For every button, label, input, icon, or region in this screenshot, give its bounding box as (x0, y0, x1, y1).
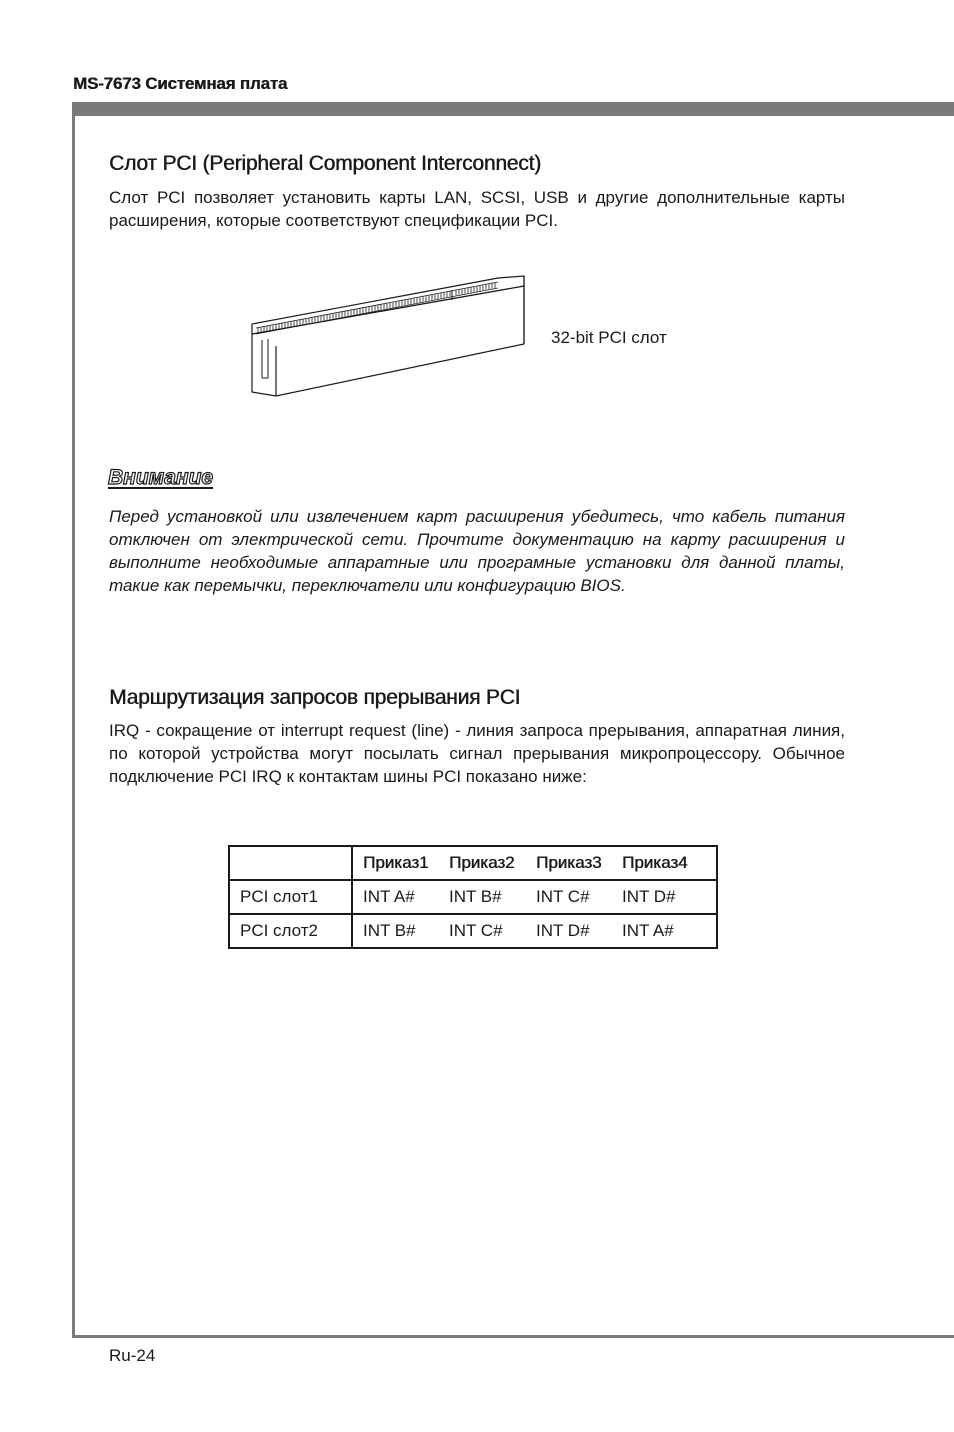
page-number: Ru-24 (109, 1346, 156, 1365)
left-margin-rule (72, 102, 75, 1337)
table-cell: INT B# (363, 921, 416, 940)
header-bar (73, 102, 954, 116)
pci-slot-illustration (240, 264, 530, 404)
table-header-cell: Приказ2 (439, 846, 526, 880)
note-title: Внимание (108, 466, 214, 489)
table-cell: INT A# (622, 921, 674, 940)
note-text: Перед установкой или извлечением карт расширения убедитесь, что кабель питания отключен от электрической сети. Прочтите документацию на карту расширения и выполните необходимые аппаратные или програмные установки для данной платы, такие как перемычки, переключатели или конфигурацию BIOS. (109, 507, 845, 595)
pci-slot-description: Слот PCI позволяет установить карты LAN, SCSI, USB и другие дополнительные карты расширения, которые соответствуют спецификации PCI. (109, 188, 845, 230)
table-cell: INT C# (526, 880, 612, 914)
pci-slot-label: 32-bit PCI слот (551, 328, 667, 347)
table-cell: PCI слот1 (229, 880, 352, 914)
irq-routing-description: IRQ - сокращение от interrupt request (line) - линия запроса прерывания, аппаратная линия, по которой устройства могут посылать сигнал прерывания микропроцессору. Обычное подключение PCI IRQ к контактам шины PCI показано ниже: (109, 721, 845, 786)
table-cell: PCI слот2 (229, 914, 352, 948)
irq-table (228, 845, 718, 949)
table-header-cell (229, 846, 352, 880)
table-cell: INT C# (449, 921, 503, 940)
table-header-cell: Приказ3 (526, 846, 612, 880)
table-header-cell: Приказ1 (352, 846, 439, 880)
table-cell: INT D# (612, 880, 717, 914)
table-row (229, 914, 717, 948)
page-header-title: MS-7673 Системная плата (73, 74, 288, 93)
table-header-cell: Приказ4 (612, 846, 717, 880)
pci-slot-heading: Слот PCI (Peripheral Component Interconnect) (109, 152, 541, 175)
table-row (229, 880, 717, 914)
table-header-row (229, 846, 717, 880)
bottom-rule (72, 1335, 954, 1338)
table-cell: INT B# (439, 880, 526, 914)
table-cell: INT A# (352, 880, 439, 914)
irq-routing-heading: Маршрутизация запросов прерывания PCI (109, 686, 521, 709)
table-cell: INT D# (536, 921, 590, 940)
